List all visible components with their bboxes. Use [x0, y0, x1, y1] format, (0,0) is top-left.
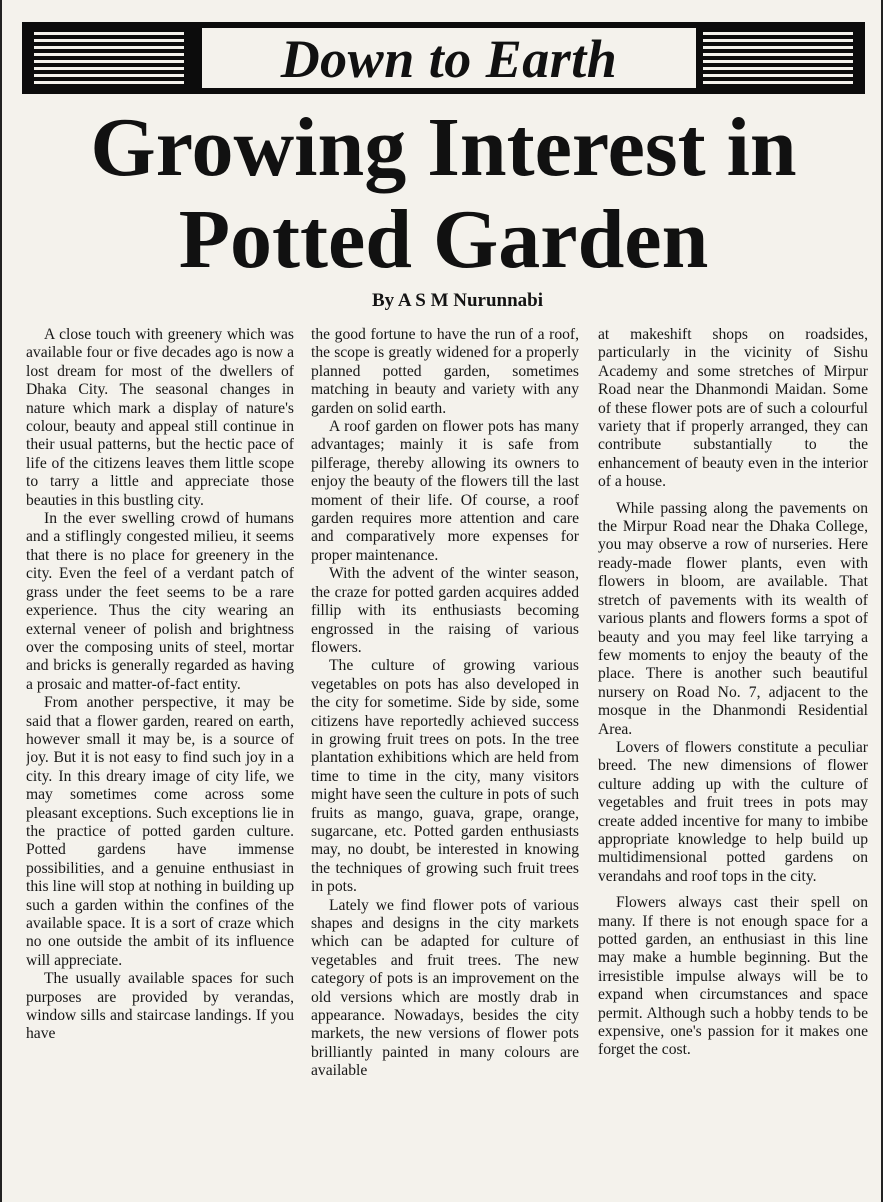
paragraph: A roof garden on flower pots has many advantages; mainly it is safe from pilferage, thereby allowing its owners to enjoy the beauty of the flowers till the last moment of their life. Of course, a roof garden requires more attention and care and comparatively more expenses for proper maintenance. [311, 418, 579, 564]
paragraph: While passing along the pavements on the Mirpur Road near the Dhaka College, you may observe a row of nurseries. Here ready-made flower plants, even with flowers in bloom, are available. That stretch of pavements with its wealth of various plants and flowers forms a spot of beauty and you may feel like tarrying a few moments to enjoy the beauty of the place. There is another such beautiful nursery on Road No. 7, adjacent to the mosque in the Dhanmondi Residential Area. [598, 499, 868, 738]
article-headline [2, 102, 883, 286]
paragraph: Lately we find flower pots of various shapes and designs in the city markets which can be adapted for culture of vegetables and fruit trees. The new category of pots is an improvement on the old versions which are mostly drab in appearance. Nowadays, besides the city markets, the new versions of flower pots brilliantly painted in many colours are available [311, 896, 579, 1080]
paragraph: The culture of growing various vegetables on pots has also developed in the city for sometime. Side by side, some citizens have reportedly achieved success in growing fruit trees on pots. In the tree plantation exhibitions which are held from time to time in the city, many visitors might have seen the culture in pots of such fruits as mango, guava, grape, orange, sugarcane, etc. Potted garden enthusiasts may, no doubt, be interested in knowing the techniques of growing such fruit trees in pots. [311, 657, 579, 896]
paragraph: Flowers always cast their spell on many. If there is not enough space for a potted garden, an enthusiast in this line may make a humble beginning. But the irresistible impulse always will be to expand when circumstances and space permit. Although such a hobby tends to be expensive, one's passion for it makes one forget the cost. [598, 894, 868, 1059]
section-banner [22, 22, 865, 94]
section-banner-box [200, 26, 698, 90]
headline-text: Growing Interest in Potted Garden [90, 101, 797, 286]
banner-stripes-left [34, 32, 184, 84]
paragraph: the good fortune to have the run of a roof, the scope is greatly widened for a properly planned potted garden, sometimes matching in beauty and variety with any garden on solid earth. [311, 326, 579, 417]
paragraph: A close touch with greenery which was available four or five decades ago is now a lost dream for most of the dwellers of Dhaka City. The seasonal changes in nature which mark a display of nature's colour, beauty and appeal still continue in their usual patterns, but the hectic pace of life of the citizens leaves them little scope to tarry a little and appreciate those beauties in this bustling city. [26, 326, 294, 509]
article-byline: By A S M Nurunnabi [371, 290, 544, 311]
paragraph: In the ever swelling crowd of humans and a stiflingly congested milieu, it seems that there is no place for greenery in the city. Even the feel of a verdant patch of grass under the feet seems to be a rare experience. Thus the city wearing an external veneer of polish and brightness over the composing units of steel, mortar and bricks is generally regarded as having a prosaic and matter-of-fact entity. [26, 510, 294, 693]
paragraph: The usually available spaces for such purposes are provided by verandas, window sills and staircase landings. If you have [26, 970, 294, 1043]
paragraph: Lovers of flowers constitute a peculiar breed. The new dimensions of flower culture adding up with the culture of vegetables and fruit trees in pots may create added incentive for many to imbibe appropriate knowledge to help build up multidimensional potted gardens on verandahs and roof tops in the city. [598, 738, 868, 885]
paragraph: With the advent of the winter season, the craze for potted garden acquires added fillip with its enthusiasts becoming engrossed in the raising of various flowers. [311, 565, 579, 656]
banner-stripes-right [703, 32, 853, 84]
paragraph: From another perspective, it may be said that a flower garden, reared on earth, however small it may be, is a source of joy. But it is not easy to find such joy in a city. In this dreary image of city life, we may sometimes come across some pleasant exceptions. Such exceptions lie in the practice of potted garden culture. Potted gardens have immense possibilities, and a genuine enthusiast in this line will stop at nothing in building up such a garden within the confines of the available space. It is a sort of craze which no one outside the ambit of its influence will appreciate. [26, 694, 294, 969]
article-column-3 [598, 326, 868, 1196]
article-column-1 [26, 326, 294, 1196]
article-column-2 [311, 326, 579, 1196]
paragraph: at makeshift shops on roadsides, particularly in the vicinity of Sishu Academy and some stretches of Mirpur Road near the Dhanmondi Maidan. Some of these flower pots are of such a colourful variety that if properly arranged, they can contribute substantially to the enhancement of beauty even in the interior of a house. [598, 326, 868, 491]
section-kicker: Down to Earth [280, 29, 618, 89]
